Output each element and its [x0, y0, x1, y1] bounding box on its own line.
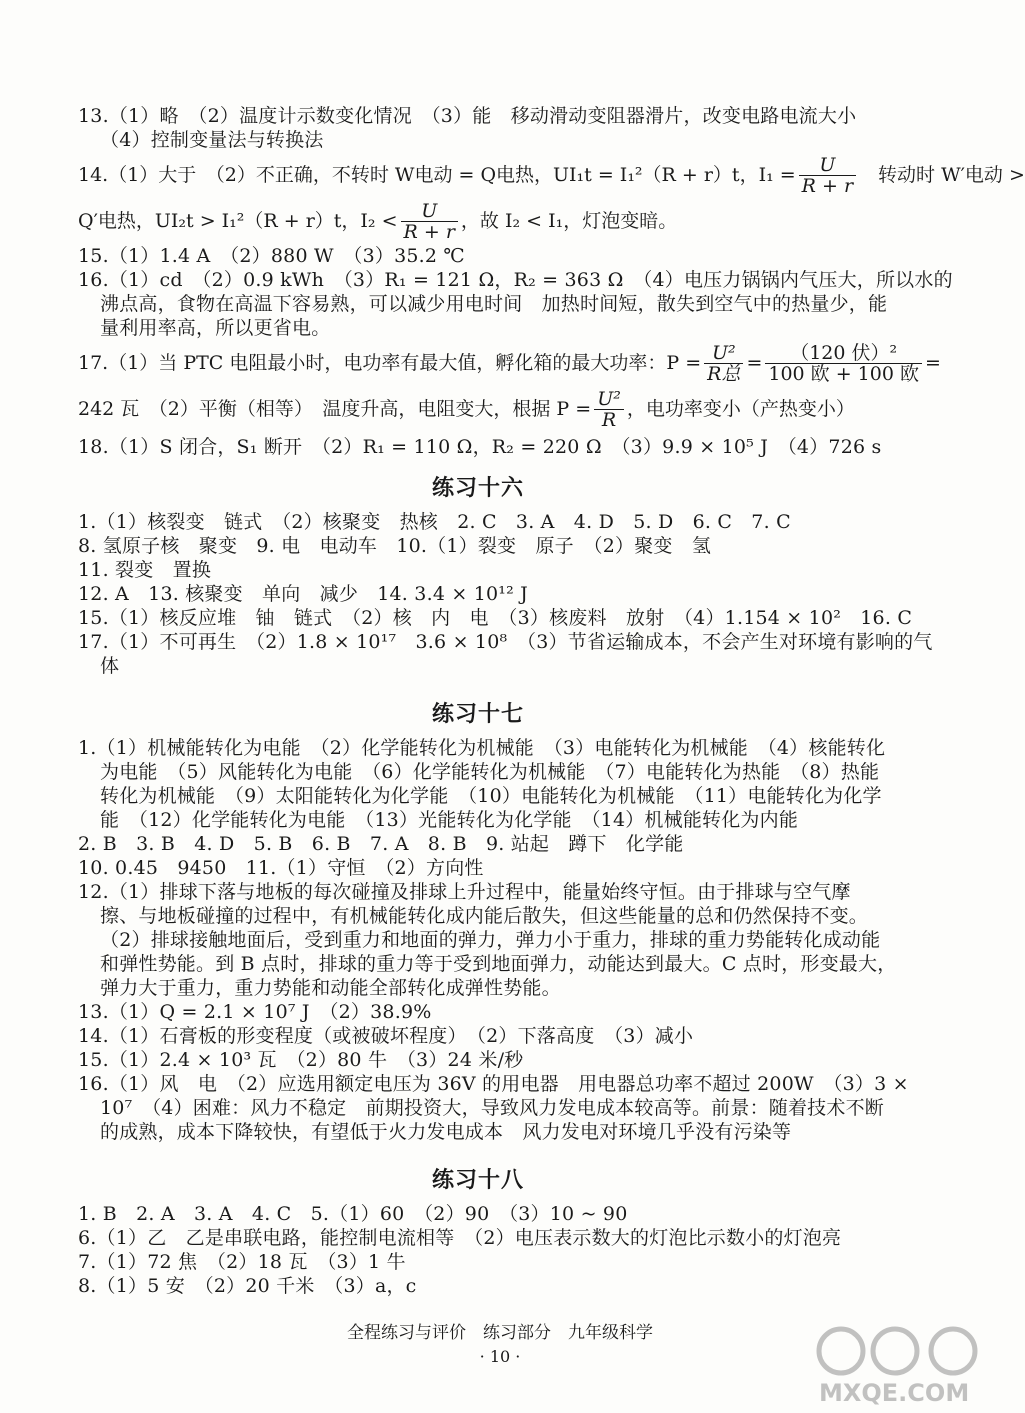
answer-line-q14b: Q′电热，UI₂t > I₁²（R + r）t，I₂ < $\frac{U}{R + r}$ ，故 I₂ < I₁，灯泡变暗。	[78, 199, 678, 243]
answer-line: 弹力大于重力，重力势能和动能全部转化成弹性势能。	[100, 977, 561, 999]
answer-line: 7.（1）72 焦 （2）18 瓦 （3）1 牛	[78, 1251, 406, 1273]
answer-line: 和弹性势能。到 B 点时，排球的重力等于受到地面弹力，动能达到最大。C 点时，形变最大，	[100, 953, 897, 975]
answer-line: 12.（1）排球下落与地板的每次碰撞及排球上升过程中，能量始终守恒。由于排球与空气摩	[78, 881, 851, 903]
answer-line: 8. 氢原子核 聚变 9. 电 电动车 10.（1）裂变 原子 （2）聚变 氢	[78, 535, 712, 557]
page-footer: 全程练习与评价 练习部分 九年级科学	[347, 1323, 653, 1343]
page-number: · 10 ·	[479, 1347, 521, 1366]
fraction: $\frac{U}{R + r}$	[799, 155, 856, 196]
answer-line: 15.（1）1.4 A （2）880 W （3）35.2 ℃	[78, 245, 465, 267]
answer-line: 10. 0.45 9450 11.（1）守恒 （2）方向性	[78, 857, 484, 879]
answer-line: 2. B 3. B 4. D 5. B 6. B 7. A 8. B 9. 站起 蹲下 化学能	[78, 833, 684, 855]
answer-line: 13.（1）略 （2）温度计示数变化情况 （3）能 移动滑动变阻器滑片，改变电路电流大小	[78, 105, 857, 127]
watermark-logo	[813, 1321, 988, 1407]
answer-line: 擦、与地板碰撞的过程中，有机械能转化成内能后散失，但这些能量的总和仍然保持不变。	[100, 905, 869, 927]
answer-line: 6.（1）乙 乙是串联电路，能控制电流相等 （2）电压表示数大的灯泡比示数小的灯泡亮	[78, 1227, 842, 1249]
answer-line: 10⁷ （4）困难：风力不稳定 前期投资大，导致风力发电成本较高等。前景：随着技术不断	[100, 1097, 884, 1119]
svg-text:MXQE.COM: MXQE.COM	[819, 1379, 970, 1407]
answer-line: 8.（1）5 安 （2）20 千米 （3）a，c	[78, 1275, 417, 1297]
answer-line-q17a: 17.（1）当 PTC 电阻最小时，电功率有最大值，孵化箱的最大功率：P = $\frac{\text{U²}}{\text{R总}}$ = $\frac{\text{（120 伏）²}}{\text{100 欧 + 100 欧}}$ =	[78, 341, 941, 385]
answer-line: 1.（1）核裂变 链式 （2）核聚变 热核 2. C 3. A 4. D 5. D 6. C 7. C	[78, 511, 791, 533]
answer-line: 为电能 （5）风能转化为电能 （6）化学能转化为机械能 （7）电能转化为热能 （8）热能	[100, 761, 880, 783]
answer-line: 15.（1）核反应堆 铀 链式 （2）核 内 电 （3）核废料 放射 （4）1.154 × 10² 16. C	[78, 607, 913, 629]
answer-line: 转化为机械能 （9）太阳能转化为化学能 （10）电能转化为机械能 （11）电能转化为化学	[100, 785, 882, 807]
answer-line: 18.（1）S 闭合，S₁ 断开 （2）R₁ = 110 Ω，R₂ = 220 Ω （3）9.9 × 10⁵ J （4）726 s	[78, 436, 882, 458]
answer-line: 1. B 2. A 3. A 4. C 5.（1）60 （2）90 （3）10 ~ 90	[78, 1203, 628, 1225]
answer-line: 沸点高，食物在高温下容易熟，可以减少用电时间 加热时间短，散失到空气中的热量少，能	[100, 293, 888, 315]
fraction: $\frac{U}{R + r}$	[401, 201, 458, 242]
answer-line: 17.（1）不可再生 （2）1.8 × 10¹⁷ 3.6 × 10⁸ （3）节省运输成本，不会产生对环境有影响的气	[78, 631, 933, 653]
answer-line: 16.（1）风 电 （2）应选用额定电压为 36V 的用电器 用电器总功率不超过 200W （3）3 ×	[78, 1073, 909, 1095]
answer-line: 量利用率高，所以更省电。	[100, 317, 331, 339]
answer-line: 15.（1）2.4 × 10³ 瓦 （2）80 牛 （3）24 米/秒	[78, 1049, 524, 1071]
fraction: $\frac{\text{U²}}{R}$	[594, 389, 624, 430]
answer-line: 13.（1）Q = 2.1 × 10⁷ J （2）38.9%	[78, 1001, 432, 1023]
answer-line-q17b: 242 瓦 （2）平衡（相等） 温度升高，电阻变大，根据 P = $\frac{\text{U²}}{R}$ ，电功率变小（产热变小）	[78, 387, 855, 431]
section-title: 练习十七	[431, 701, 524, 727]
fraction: $\frac{\text{U²}}{\text{R总}}$	[704, 343, 743, 384]
answer-line: 能 （12）化学能转化为电能 （13）光能转化为化学能 （14）机械能转化为内能	[100, 809, 799, 831]
answer-line: 16.（1）cd （2）0.9 kWh （3）R₁ = 121 Ω，R₂ = 363 Ω （4）电压力锅锅内气压大，所以水的	[78, 269, 953, 291]
answer-line: （2）排球接触地面后，受到重力和地面的弹力，弹力小于重力，排球的重力势能转化成动能	[100, 929, 881, 951]
answer-line-q14a: 14.（1）大于 （2）不正确，不转时 W电动 = Q电热，UI₁t = I₁²（R + r）t，I₁ = $\frac{U}{R + r}$ 转动时 W′电动 >	[78, 153, 1025, 197]
section-title: 练习十八	[431, 1167, 524, 1193]
answer-line: 11. 裂变 置换	[78, 559, 212, 581]
answer-line: 1.（1）机械能转化为电能 （2）化学能转化为机械能 （3）电能转化为机械能 （4）核能转化	[78, 737, 886, 759]
answer-line: 12. A 13. 核聚变 单向 减少 14. 3.4 × 10¹² J	[78, 583, 528, 605]
answer-line: 14.（1）石膏板的形变程度（或被破坏程度） （2）下落高度 （3）减小	[78, 1025, 694, 1047]
answer-line: （4）控制变量法与转换法	[100, 129, 324, 151]
answer-line: 体	[100, 655, 120, 677]
section-title: 练习十六	[431, 475, 524, 501]
fraction: $\frac{\text{（120 伏）²}}{\text{100 欧 + 100 欧}}$	[765, 343, 922, 384]
answer-line: 的成熟，成本下降较快，有望低于火力发电成本 风力发电对环境几乎没有污染等	[100, 1121, 792, 1143]
answer-content	[78, 104, 1025, 1298]
